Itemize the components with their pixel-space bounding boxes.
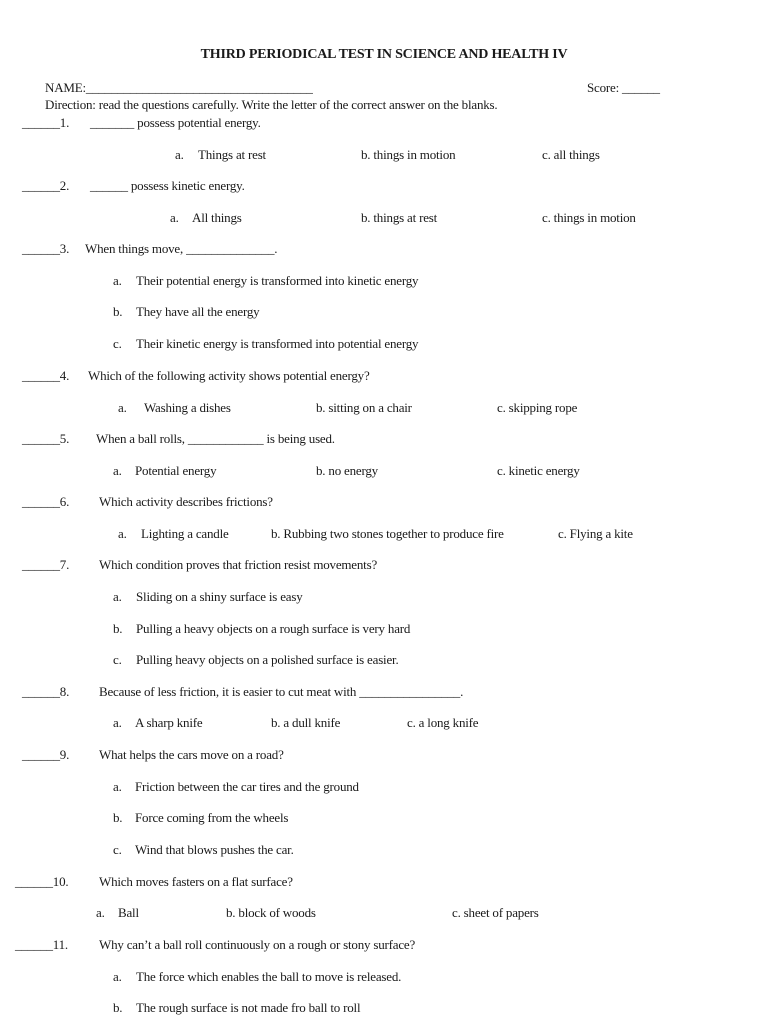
question-text: What helps the cars move on a road? xyxy=(99,747,284,762)
option-letter: a. xyxy=(113,463,122,478)
option-letter: b. xyxy=(113,1000,123,1015)
question-text: Which activity describes frictions? xyxy=(99,494,273,509)
option-c: c. kinetic energy xyxy=(497,463,580,478)
option-letter: a. xyxy=(96,905,105,920)
question-text: ______ possess kinetic energy. xyxy=(90,178,245,193)
option-letter: a. xyxy=(113,589,122,604)
answer-blank[interactable]: ______8. xyxy=(22,684,70,699)
option-a: Their potential energy is transformed into kinetic energy xyxy=(136,273,419,288)
option-letter: b. xyxy=(113,304,123,319)
option-c: c. sheet of papers xyxy=(452,905,539,920)
option-c: Wind that blows pushes the car. xyxy=(135,842,294,857)
option-b: b. block of woods xyxy=(226,905,316,920)
option-a: Lighting a candle xyxy=(141,526,229,541)
question-text: Which condition proves that friction resist movements? xyxy=(99,557,378,572)
option-c: c. skipping rope xyxy=(497,400,578,415)
option-a: A sharp knife xyxy=(135,715,203,730)
option-b: The rough surface is not made fro ball to roll xyxy=(136,1000,361,1015)
option-a: Sliding on a shiny surface is easy xyxy=(136,589,303,604)
question-text: Why can’t a ball roll continuously on a rough or stony surface? xyxy=(99,937,416,952)
answer-blank[interactable]: ______10. xyxy=(15,874,69,889)
option-a: The force which enables the ball to move is released. xyxy=(136,969,402,984)
score-field[interactable]: Score: ______ xyxy=(587,80,660,95)
directions: Direction: read the questions carefully. Write the letter of the correct answer on the blanks. xyxy=(45,97,498,112)
option-c: c. a long knife xyxy=(407,715,479,730)
answer-blank[interactable]: ______9. xyxy=(22,747,70,762)
option-b: b. things in motion xyxy=(361,147,456,162)
option-b: They have all the energy xyxy=(136,304,260,319)
option-a: Things at rest xyxy=(198,147,266,162)
option-c: Their kinetic energy is transformed into potential energy xyxy=(136,336,419,351)
question-text: _______ possess potential energy. xyxy=(90,115,261,130)
answer-blank[interactable]: ______2. xyxy=(22,178,70,193)
option-a: Ball xyxy=(118,905,139,920)
option-a: Potential energy xyxy=(135,463,217,478)
option-b: Pulling a heavy objects on a rough surface is very hard xyxy=(136,621,411,636)
option-letter: c. xyxy=(113,842,122,857)
option-letter: a. xyxy=(175,147,184,162)
option-b: b. Rubbing two stones together to produce fire xyxy=(271,526,504,541)
answer-blank[interactable]: ______3. xyxy=(22,241,70,256)
option-b: Force coming from the wheels xyxy=(135,810,289,825)
answer-blank[interactable]: ______6. xyxy=(22,494,70,509)
option-letter: c. xyxy=(113,652,122,667)
option-b: b. no energy xyxy=(316,463,378,478)
option-letter: a. xyxy=(118,526,127,541)
option-b: b. a dull knife xyxy=(271,715,341,730)
answer-blank[interactable]: ______7. xyxy=(22,557,70,572)
option-letter: c. xyxy=(113,336,122,351)
question-text: Which of the following activity shows potential energy? xyxy=(88,368,370,383)
option-a: All things xyxy=(192,210,242,225)
page-title: THIRD PERIODICAL TEST IN SCIENCE AND HEALTH IV xyxy=(200,47,568,62)
option-letter: a. xyxy=(113,969,122,984)
answer-blank[interactable]: ______11. xyxy=(15,937,68,952)
answer-blank[interactable]: ______4. xyxy=(22,368,70,383)
option-letter: a. xyxy=(113,715,122,730)
option-a: Friction between the car tires and the ground xyxy=(135,779,359,794)
name-field[interactable]: NAME:____________________________________ xyxy=(45,80,313,95)
answer-blank[interactable]: ______1. xyxy=(22,115,70,130)
option-a: Washing a dishes xyxy=(144,400,231,415)
option-letter: a. xyxy=(113,273,122,288)
question-text: Which moves fasters on a flat surface? xyxy=(99,874,293,889)
question-text: When things move, ______________. xyxy=(85,241,278,256)
question-text: When a ball rolls, ____________ is being used. xyxy=(96,431,335,446)
option-letter: a. xyxy=(118,400,127,415)
option-c: Pulling heavy objects on a polished surface is easier. xyxy=(136,652,399,667)
answer-blank[interactable]: ______5. xyxy=(22,431,70,446)
option-letter: b. xyxy=(113,810,123,825)
option-c: c. Flying a kite xyxy=(558,526,633,541)
option-letter: b. xyxy=(113,621,123,636)
option-c: c. things in motion xyxy=(542,210,636,225)
option-c: c. all things xyxy=(542,147,600,162)
option-b: b. sitting on a chair xyxy=(316,400,412,415)
option-letter: a. xyxy=(113,779,122,794)
option-letter: a. xyxy=(170,210,179,225)
question-text: Because of less friction, it is easier to cut meat with ________________. xyxy=(99,684,464,699)
option-b: b. things at rest xyxy=(361,210,438,225)
